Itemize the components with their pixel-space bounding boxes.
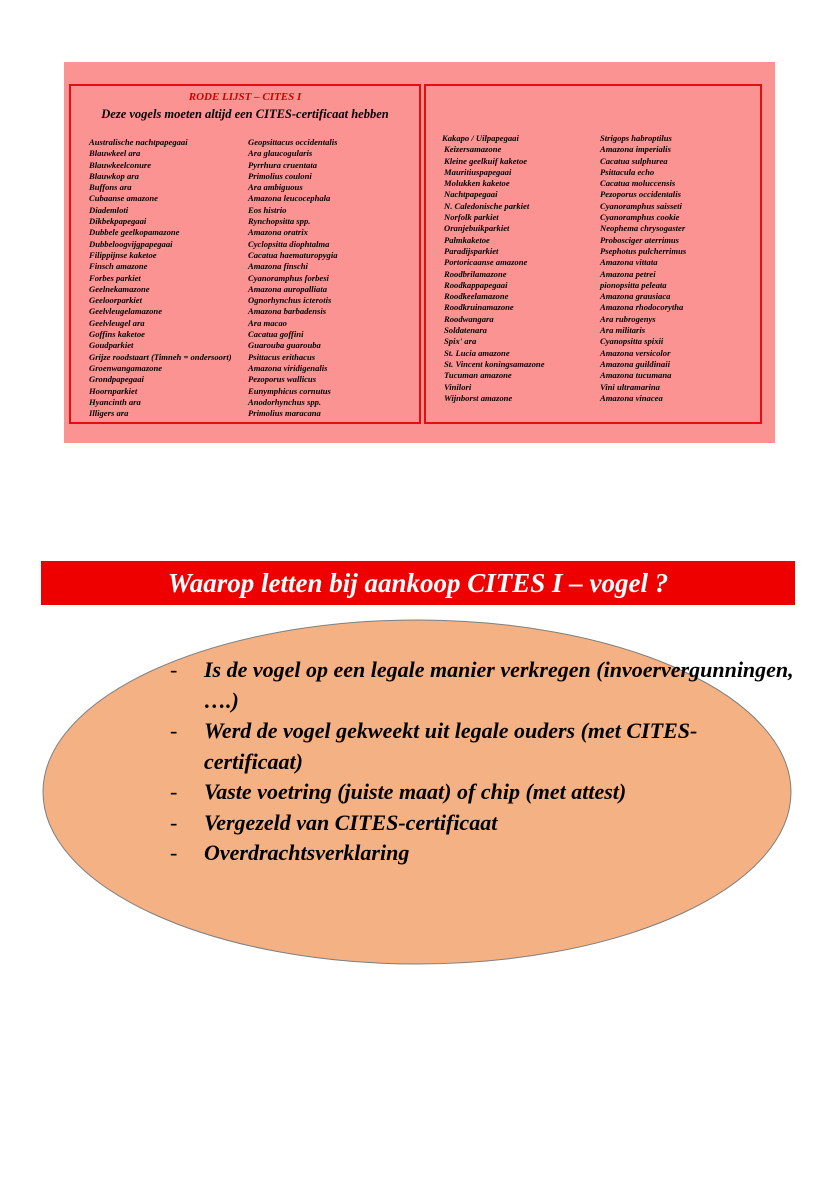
bullet-dash: - (170, 657, 178, 682)
bullet-dash: - (170, 840, 178, 865)
bird-scientific-name: Strigops habroptilus (600, 133, 672, 143)
section-banner: Waarop letten bij aankoop CITES I – vogel ? (41, 561, 795, 605)
bird-common-name: N. Caledonische parkiet (444, 200, 530, 211)
bullet-dash: - (170, 718, 178, 743)
bird-common-name: Keizersamazone (444, 144, 502, 155)
bird-common-name: Forbes parkiet (89, 272, 141, 283)
bird-scientific-name: Ara glaucogularis (248, 148, 313, 159)
bird-common-name: Buffons ara (89, 182, 132, 193)
tips-list (170, 655, 794, 869)
bird-common-name: Diademloti (89, 204, 129, 215)
red-list-left-box (69, 84, 421, 424)
bird-common-name: Roodbrilamazone (444, 268, 507, 279)
bird-scientific-name: Ara militaris (600, 325, 646, 336)
bird-common-name: Spix' ara (444, 336, 477, 347)
bird-common-name: Goudparkiet (89, 340, 134, 351)
bird-common-name: Blauwkeelconure (89, 159, 152, 170)
bird-scientific-name: Amazona vittata (600, 257, 658, 268)
bird-scientific-name: Pyrrhura cruentata (248, 159, 318, 170)
bird-scientific-name: Geopsittacus occidentalis (248, 137, 338, 147)
bird-scientific-name: Cyanoramphus saisseti (600, 200, 682, 211)
bird-common-name: Hyancinth ara (89, 396, 141, 407)
bird-scientific-name: Ognorhynchus icterotis (248, 295, 332, 306)
bird-common-name: Roodkeelamazone (444, 291, 509, 302)
bird-scientific-name: Amazona vinacea (600, 392, 663, 403)
bird-scientific-name: Psittacus erithacus (248, 351, 316, 362)
bird-common-name: Roodkappapegaai (444, 279, 508, 290)
bird-common-name: Tucuman amazone (444, 370, 512, 381)
bird-scientific-name: Amazona viridigenalis (248, 362, 328, 373)
bird-common-name: Portoricaanse amazone (444, 257, 528, 268)
bird-common-name: Australische nachtpapegaai (89, 137, 188, 147)
bird-scientific-name: Amazona barbadensis (248, 306, 327, 317)
bird-common-name: Geeloorparkiet (89, 295, 142, 306)
bird-common-name: Geelvleugelamazone (89, 306, 163, 317)
bird-scientific-name: Probosciger aterrimus (600, 234, 680, 245)
bird-common-name: Dubbeloogvijgpapegaai (89, 238, 173, 249)
red-list-subtitle: Deze vogels moeten altijd een CITES-certificaat hebben (101, 107, 389, 121)
bird-common-name: Kleine geelkuif kaketoe (444, 155, 528, 166)
tip-item (170, 838, 794, 869)
bird-common-name: Grijze roodstaart (Timneh = ondersoort) (89, 351, 232, 362)
bird-scientific-name: Amazona grausiaca (600, 291, 671, 302)
bird-common-name: Filippijnse kaketoe (89, 249, 157, 260)
bird-common-name: Roodwangara (444, 313, 494, 324)
bird-common-name: Grondpapegaai (89, 374, 144, 385)
bird-scientific-name: Psephotus pulcherrimus (600, 245, 687, 256)
bird-scientific-name: Eos histrio (248, 204, 287, 215)
bird-common-name: Geelnekamazone (89, 283, 150, 294)
bird-scientific-name: Psittacula echo (600, 166, 655, 177)
bird-common-name: Vinilori (444, 381, 472, 392)
bird-scientific-name: Cyanoramphus cookie (600, 212, 680, 223)
bird-scientific-name: Cyanopsitta spixii (600, 336, 664, 347)
bird-scientific-name: Anodorhynchus spp. (248, 396, 322, 407)
scientific-names-list-right (600, 133, 686, 404)
bird-common-name: Molukken kaketoe (444, 178, 510, 189)
bird-common-name: Dubbele geelkopamazone (89, 227, 180, 238)
bird-common-name: Palmkaketoe (444, 234, 490, 245)
bird-scientific-name: Cyanoramphus forbesi (248, 272, 329, 283)
scientific-names-list-left (248, 137, 338, 419)
bird-common-name: Kakapo / Uilpapegaai (442, 133, 519, 143)
bird-scientific-name: Primolius maracana (248, 408, 321, 419)
bird-common-name: Nachtpapegaai (444, 189, 498, 200)
common-names-list-left (89, 137, 232, 419)
bird-common-name: Norfolk parkiet (444, 212, 499, 223)
bird-scientific-name: Cacatua sulphurea (600, 155, 668, 166)
tip-text: Overdrachtsverklaring (204, 840, 410, 865)
bird-scientific-name: Amazona rhodocorytha (600, 302, 684, 313)
bird-scientific-name: Amazona imperialis (600, 144, 671, 155)
bird-common-name: Illigers ara (89, 408, 129, 419)
bird-scientific-name: Amazona auropalliata (248, 283, 328, 294)
bird-scientific-name: Cacatua haematuropygia (248, 249, 338, 260)
tip-text: Is de vogel op een legale manier verkregen (invoervergunningen, ….) (204, 657, 794, 713)
bird-scientific-name: Amazona tucumana (600, 370, 672, 381)
bird-scientific-name: Amazona guildinaii (600, 358, 670, 369)
tip-item (170, 655, 794, 716)
common-names-list-right (442, 133, 545, 404)
bird-scientific-name: Ara rubrogenys (600, 313, 656, 324)
bird-common-name: Roodkruinamazone (444, 302, 514, 313)
tip-text: Vaste voetring (juiste maat) of chip (met attest) (204, 779, 627, 804)
tip-item (170, 777, 794, 808)
bird-common-name: Hoornparkiet (89, 385, 138, 396)
tip-text: Vergezeld van CITES-certificaat (204, 809, 498, 835)
bird-scientific-name: Guarouba guarouba (248, 340, 321, 351)
bird-scientific-name: Vini ultramarina (600, 381, 660, 392)
bird-common-name: St. Lucia amazone (444, 347, 510, 358)
red-list-right-box (424, 84, 762, 424)
bird-common-name: Dikbekpapegaai (89, 216, 147, 227)
bird-common-name: Wijnborst amazone (444, 392, 513, 403)
bird-scientific-name: Pezoporus occidentalis (600, 189, 681, 200)
bird-common-name: Oranjebuikparkiet (444, 223, 510, 234)
bird-common-name: Mauritiuspapegaai (444, 166, 512, 177)
bird-scientific-name: Amazona versicolor (600, 347, 671, 358)
bird-common-name: Blauwkeel ara (89, 148, 141, 159)
bird-scientific-name: Ara ambiguous (248, 182, 303, 193)
bird-scientific-name: Rynchopsitta spp. (248, 216, 311, 227)
bird-scientific-name: Eunymphicus cornutus (248, 385, 331, 396)
bullet-dash: - (170, 809, 178, 835)
bird-common-name: Finsch amazone (89, 261, 148, 272)
bird-scientific-name: Ara macao (248, 317, 287, 328)
bird-common-name: Groenwangamazone (89, 362, 163, 373)
bird-scientific-name: Amazona leucocephala (248, 193, 331, 204)
bird-common-name: Cubaanse amazone (89, 193, 159, 204)
bird-common-name: Geelvleugel ara (89, 317, 145, 328)
tip-text: Werd de vogel gekweekt uit legale ouders (met CITES-certificaat) (204, 718, 698, 774)
bird-scientific-name: Cacatua goffini (248, 329, 304, 340)
bird-common-name: Soldatenara (444, 325, 487, 336)
bird-scientific-name: Neophema chrysogaster (600, 223, 686, 234)
red-list-panel (64, 62, 775, 443)
bird-scientific-name: Amazona petrei (600, 268, 656, 279)
bird-common-name: Goffins kaketoe (89, 329, 145, 340)
bird-scientific-name: Amazona finschi (248, 261, 308, 272)
bird-common-name: St. Vincent koningsamazone (444, 358, 545, 369)
red-list-title: RODE LIJST – CITES I (188, 91, 302, 103)
bird-scientific-name: Cacatua moluccensis (600, 178, 676, 189)
tips-ellipse (40, 617, 794, 967)
bird-common-name: Paradijsparkiet (444, 245, 499, 256)
bird-scientific-name: Pezoporus wallicus (248, 374, 317, 385)
bird-scientific-name: Primolius couloni (248, 170, 312, 181)
bullet-dash: - (170, 779, 178, 804)
tip-item (170, 808, 794, 839)
bird-scientific-name: Cyclopsitta diophtalma (248, 238, 330, 249)
bird-common-name: Blauwkop ara (89, 170, 139, 181)
bird-scientific-name: pionopsitta peleata (600, 279, 667, 290)
bird-scientific-name: Amazona oratrix (248, 227, 308, 238)
tip-item (170, 716, 794, 777)
